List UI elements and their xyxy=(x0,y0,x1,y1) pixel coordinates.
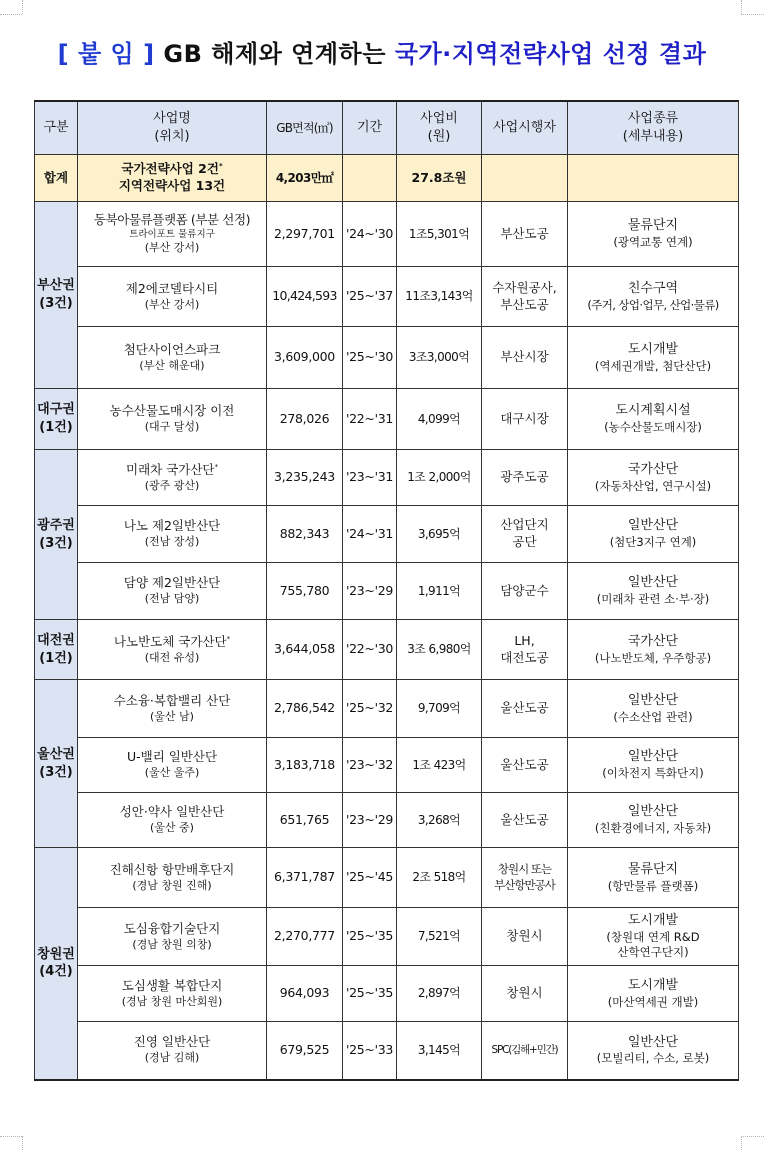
cost-cell: 9,709억 xyxy=(397,680,482,738)
total-period xyxy=(343,155,397,202)
period-cell: '25~'37 xyxy=(343,267,397,327)
crop-mark xyxy=(741,1136,764,1137)
region-cell: 부산권 (3건) xyxy=(35,202,78,389)
operator-cell: 창원시 또는 부산항만공사 xyxy=(482,848,568,908)
project-name-cell: 나노 제2일반산단 (전남 장성) xyxy=(78,506,267,563)
project-name-cell: 진해신항 항만배후단지 (경남 창원 진해) xyxy=(78,848,267,908)
header-row xyxy=(35,101,739,155)
total-operator xyxy=(482,155,568,202)
operator-cell: 부산시장 xyxy=(482,327,568,389)
type-cell: 일반산단 (친환경에너지, 자동차) xyxy=(568,793,739,848)
table-row xyxy=(35,202,739,267)
total-label: 합계 xyxy=(35,155,78,202)
cost-cell: 1,911억 xyxy=(397,563,482,620)
project-name-cell: 나노반도체 국가산단* (대전 유성) xyxy=(78,620,267,680)
operator-cell: 수자원공사, 부산도공 xyxy=(482,267,568,327)
region-cell: 울산권 (3건) xyxy=(35,680,78,848)
crop-mark xyxy=(22,1136,23,1150)
type-cell: 도시개발 (마산역세권 개발) xyxy=(568,966,739,1022)
operator-cell: 울산도공 xyxy=(482,738,568,793)
table-row xyxy=(35,908,739,966)
operator-cell: 광주도공 xyxy=(482,450,568,506)
cost-cell: 1조 2,000억 xyxy=(397,450,482,506)
operator-cell: 창원시 xyxy=(482,966,568,1022)
type-cell: 물류단지 (항만물류 플랫폼) xyxy=(568,848,739,908)
cost-cell: 4,099억 xyxy=(397,389,482,450)
cost-cell: 3조 6,980억 xyxy=(397,620,482,680)
project-name-cell: 진영 일반산단 (경남 김해) xyxy=(78,1022,267,1080)
table-row xyxy=(35,738,739,793)
cost-cell: 1조5,301억 xyxy=(397,202,482,267)
crop-mark xyxy=(741,14,764,15)
total-row xyxy=(35,155,739,202)
table-row xyxy=(35,620,739,680)
area-cell: 651,765 xyxy=(267,793,343,848)
project-name-cell: 첨단사이언스파크 (부산 해운대) xyxy=(78,327,267,389)
period-cell: '23~'29 xyxy=(343,563,397,620)
table-row xyxy=(35,327,739,389)
cost-cell: 11조3,143억 xyxy=(397,267,482,327)
type-cell: 물류단지 (광역교통 연계) xyxy=(568,202,739,267)
table-row xyxy=(35,848,739,908)
table-row xyxy=(35,793,739,848)
operator-cell: 창원시 xyxy=(482,908,568,966)
total-area: 4,203만㎡ xyxy=(267,155,343,202)
table-row xyxy=(35,267,739,327)
cost-cell: 3,268억 xyxy=(397,793,482,848)
operator-cell: 담양군수 xyxy=(482,563,568,620)
area-cell: 964,093 xyxy=(267,966,343,1022)
region-cell: 창원권 (4건) xyxy=(35,848,78,1080)
cost-cell: 3,145억 xyxy=(397,1022,482,1080)
crop-mark xyxy=(741,1136,742,1150)
total-cost: 27.8조원 xyxy=(397,155,482,202)
table-row xyxy=(35,450,739,506)
type-cell: 친수구역 (주거, 상업·업무, 산업·물류) xyxy=(568,267,739,327)
table-row xyxy=(35,680,739,738)
type-cell: 일반산단 (이차전지 특화단지) xyxy=(568,738,739,793)
title-highlight: 국가·지역전략사업 선정 결과 xyxy=(394,40,707,68)
period-cell: '24~'31 xyxy=(343,506,397,563)
table-row xyxy=(35,966,739,1022)
period-cell: '22~'30 xyxy=(343,620,397,680)
table-row xyxy=(35,389,739,450)
period-cell: '25~'35 xyxy=(343,966,397,1022)
region-cell: 대전권 (1건) xyxy=(35,620,78,680)
title-text: GB 해제와 연계하는 xyxy=(163,40,386,68)
crop-mark xyxy=(741,0,742,14)
area-cell: 2,270,777 xyxy=(267,908,343,966)
period-cell: '23~'31 xyxy=(343,450,397,506)
header-period: 기간 xyxy=(343,101,397,155)
area-cell: 679,525 xyxy=(267,1022,343,1080)
table-row xyxy=(35,563,739,620)
type-cell: 도시개발 (창원대 연계 R&D 산학연구단지) xyxy=(568,908,739,966)
header-cost: 사업비 (원) xyxy=(397,101,482,155)
operator-cell: 대구시장 xyxy=(482,389,568,450)
project-name-cell: 동북아물류플랫폼 (부분 선정) 트라이포트 물류지구 (부산 강서) xyxy=(78,202,267,267)
type-cell: 일반산단 (첨단3지구 연계) xyxy=(568,506,739,563)
type-cell: 도시계획시설 (농수산물도매시장) xyxy=(568,389,739,450)
type-cell: 일반산단 (모빌리티, 수소, 로봇) xyxy=(568,1022,739,1080)
table-row xyxy=(35,506,739,563)
project-name-cell: 제2에코델타시티 (부산 강서) xyxy=(78,267,267,327)
period-cell: '23~'32 xyxy=(343,738,397,793)
area-cell: 755,780 xyxy=(267,563,343,620)
type-cell: 도시개발 (역세권개발, 첨단산단) xyxy=(568,327,739,389)
operator-cell: 산업단지 공단 xyxy=(482,506,568,563)
area-cell: 10,424,593 xyxy=(267,267,343,327)
period-cell: '25~'32 xyxy=(343,680,397,738)
period-cell: '25~'35 xyxy=(343,908,397,966)
area-cell: 882,343 xyxy=(267,506,343,563)
results-table xyxy=(34,100,739,1081)
type-cell: 국가산단 (나노반도체, 우주항공) xyxy=(568,620,739,680)
header-operator: 사업시행자 xyxy=(482,101,568,155)
type-cell: 일반산단 (수소산업 관련) xyxy=(568,680,739,738)
crop-mark xyxy=(22,0,23,14)
type-cell: 국가산단 (자동차산업, 연구시설) xyxy=(568,450,739,506)
operator-cell: 울산도공 xyxy=(482,793,568,848)
header-name: 사업명 (위치) xyxy=(78,101,267,155)
area-cell: 3,609,000 xyxy=(267,327,343,389)
area-cell: 2,786,542 xyxy=(267,680,343,738)
title-tag: [ 붙 임 ] xyxy=(57,40,155,68)
period-cell: '22~'31 xyxy=(343,389,397,450)
table-row xyxy=(35,1022,739,1080)
type-cell: 일반산단 (미래차 관련 소·부·장) xyxy=(568,563,739,620)
operator-cell: 울산도공 xyxy=(482,680,568,738)
region-cell: 대구권 (1건) xyxy=(35,389,78,450)
cost-cell: 1조 423억 xyxy=(397,738,482,793)
period-cell: '24~'30 xyxy=(343,202,397,267)
header-region: 구분 xyxy=(35,101,78,155)
operator-cell: LH, 대전도공 xyxy=(482,620,568,680)
project-name-cell: U-밸리 일반산단 (울산 울주) xyxy=(78,738,267,793)
period-cell: '23~'29 xyxy=(343,793,397,848)
total-type xyxy=(568,155,739,202)
period-cell: '25~'45 xyxy=(343,848,397,908)
area-cell: 3,183,718 xyxy=(267,738,343,793)
area-cell: 6,371,787 xyxy=(267,848,343,908)
area-cell: 278,026 xyxy=(267,389,343,450)
cost-cell: 3,695억 xyxy=(397,506,482,563)
project-name-cell: 성안·약사 일반산단 (울산 중) xyxy=(78,793,267,848)
area-cell: 2,297,701 xyxy=(267,202,343,267)
project-name-cell: 수소융·복합밸리 산단 (울산 남) xyxy=(78,680,267,738)
header-area: GB면적(㎡) xyxy=(267,101,343,155)
region-cell: 광주권 (3건) xyxy=(35,450,78,620)
page-title xyxy=(22,34,742,69)
project-name-cell: 농수산물도매시장 이전 (대구 달성) xyxy=(78,389,267,450)
header-type: 사업종류 (세부내용) xyxy=(568,101,739,155)
crop-mark xyxy=(0,1136,22,1137)
cost-cell: 3조3,000억 xyxy=(397,327,482,389)
project-name-cell: 도심생활 복합단지 (경남 창원 마산회원) xyxy=(78,966,267,1022)
cost-cell: 2조 518억 xyxy=(397,848,482,908)
period-cell: '25~'30 xyxy=(343,327,397,389)
crop-mark xyxy=(0,14,22,15)
operator-cell: SPC(김해+민간) xyxy=(482,1022,568,1080)
area-cell: 3,644,058 xyxy=(267,620,343,680)
area-cell: 3,235,243 xyxy=(267,450,343,506)
total-summary: 국가전략사업 2건* 지역전략사업 13건 xyxy=(78,155,267,202)
period-cell: '25~'33 xyxy=(343,1022,397,1080)
project-name-cell: 도심융합기술단지 (경남 창원 의창) xyxy=(78,908,267,966)
project-name-cell: 미래차 국가산단* (광주 광산) xyxy=(78,450,267,506)
operator-cell: 부산도공 xyxy=(482,202,568,267)
project-name-cell: 담양 제2일반산단 (전남 담양) xyxy=(78,563,267,620)
cost-cell: 2,897억 xyxy=(397,966,482,1022)
cost-cell: 7,521억 xyxy=(397,908,482,966)
